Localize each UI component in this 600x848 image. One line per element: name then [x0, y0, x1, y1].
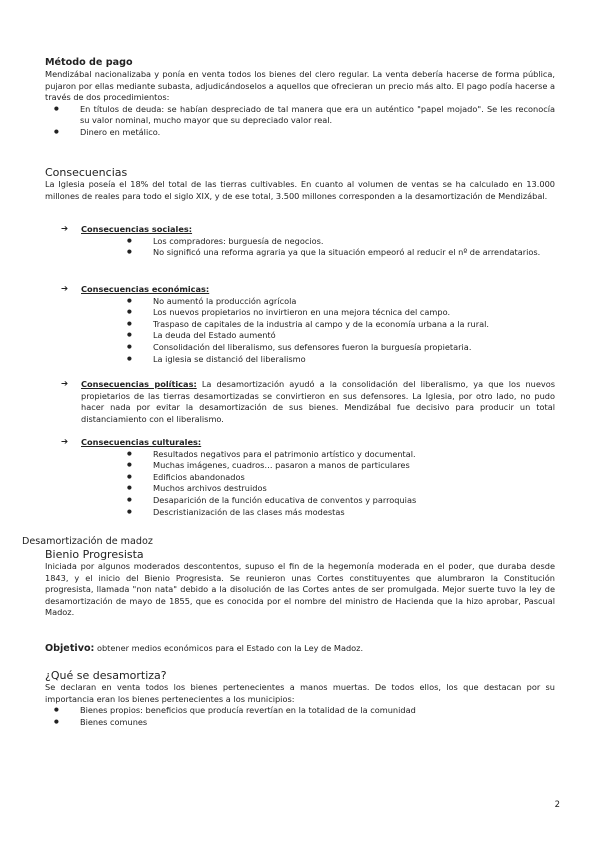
- list-item: ● Muchas imágenes, cuadros… pasaron a manos de particulares: [153, 460, 555, 472]
- que-list: [45, 705, 555, 728]
- que-title: ¿Qué se desamortiza?: [45, 669, 167, 682]
- list-item: ● Traspaso de capitales de la industria al campo y de la economía urbana a la rural.: [153, 319, 555, 331]
- metodo-paragraph: Mendizábal nacionalizaba y ponía en venta todos los bienes del clero regular. La venta debería hacerse de forma pública, pujaron por ellas mediante subasta, adjudicándoselos a aquellos que ofrecieran un precio más alto. El pago podía hacerse a través de dos procedimientos:: [45, 69, 555, 103]
- arrow-icon: ➔: [61, 379, 69, 389]
- bienio-section: [45, 548, 555, 619]
- metodo-list: [45, 104, 555, 139]
- list-item: ● No significó una reforma agraria ya que la situación empeoró al reducir el nº de arrendatarios.: [153, 247, 555, 259]
- list-item: ● Edificios abandonados: [153, 472, 555, 484]
- list-item: ● Desaparición de la función educativa de conventos y parroquias: [153, 495, 555, 507]
- list-item: ● Bienes comunes: [80, 717, 555, 729]
- culturales-block: [45, 437, 555, 518]
- politicas-text: La desamortización ayudó a la consolidación del liberalismo, ya que los nuevos propietarios de las tierras desamortizadas se convirtieron en sus defensores. La Iglesia, por otro lado, no pudo hacer nada por evitar la desamortización de sus bienes. Mendizábal fue decisivo para producir un total distanciamiento con el liberalismo.: [81, 379, 555, 424]
- economicas-list: [45, 296, 555, 366]
- arrow-icon: ➔: [61, 437, 69, 447]
- que-paragraph: Se declaran en venta todos los bienes pertenecientes a manos muertas. De todos ellos, los que destacan por su importancia eran los bienes pertenecientes a los municipios:: [45, 682, 555, 704]
- metodo-title: Método de pago: [45, 57, 133, 68]
- list-item: ● Consolidación del liberalismo, sus defensores fueron la burguesía propietaria.: [153, 342, 555, 354]
- sociales-block: [45, 224, 555, 259]
- list-item: ● Los compradores: burguesía de negocios.: [153, 236, 555, 248]
- list-item: ● Muchos archivos destruidos: [153, 483, 555, 495]
- list-item: ● Los nuevos propietarios no invirtieron en una mejora técnica del campo.: [153, 307, 555, 319]
- page-number: 2: [554, 800, 560, 810]
- list-item: ● Dinero en metálico.: [80, 127, 555, 139]
- list-item: ● En títulos de deuda: se habían despreciado de tal manera que era un auténtico "papel mojado". Se les reconocía su valor nominal, mucho mayor que su depreciado valor real.: [80, 104, 555, 127]
- politicas-label: Consecuencias políticas:: [81, 379, 197, 389]
- objetivo-label: Objetivo:: [45, 643, 95, 654]
- bienio-paragraph: Iniciada por algunos moderados descontentos, supuso el fin de la hegemonía moderada en el poder, que duraba desde 1843, y el inicio del Bienio Progresista. Se reunieron unas Cortes constituyentes que alumbraron la Constitución progresista, llamada "non nata" debido a la disolución de las Cortes antes de ser promulgada. Mejor suerte tuvo la ley de desamortización de mayo de 1855, que es conocida por el nombre del ministro de Hacienda que la hizo aprobar, Pascual Madoz.: [45, 561, 555, 618]
- arrow-icon: ➔: [61, 224, 69, 234]
- que-section: [45, 669, 555, 728]
- list-item: ● La iglesia se distanció del liberalismo: [153, 354, 555, 366]
- culturales-list: [45, 449, 555, 519]
- economicas-block: [45, 284, 555, 365]
- consecuencias-section: [45, 166, 555, 202]
- objetivo-section: [45, 643, 555, 655]
- list-item: ● No aumentó la producción agrícola: [153, 296, 555, 308]
- consecuencias-paragraph: La Iglesia poseía el 18% del total de las tierras cultivables. En cuanto al volumen de ventas se ha calculado en 13.000 millones de reales para todo el siglo XIX, y de ese total, 3.500 millones corresponden a la desamortización de Mendizábal.: [45, 179, 555, 201]
- culturales-label: Consecuencias culturales:: [81, 437, 202, 447]
- list-item: ● Resultados negativos para el patrimonio artístico y documental.: [153, 449, 555, 461]
- sociales-label: Consecuencias sociales:: [81, 224, 193, 234]
- list-item: ● Bienes propios: beneficios que producía revertían en la totalidad de la comunidad: [80, 705, 555, 717]
- madoz-title: Desamortización de madoz: [22, 536, 153, 547]
- objetivo-text: obtener medios económicos para el Estado con la Ley de Madoz.: [94, 643, 364, 653]
- sociales-list: [45, 236, 555, 259]
- list-item: ● La deuda del Estado aumentó: [153, 330, 555, 342]
- politicas-block: [45, 379, 555, 425]
- consecuencias-title: Consecuencias: [45, 166, 128, 179]
- madoz-title-block: [22, 536, 555, 548]
- economicas-label: Consecuencias económicas:: [81, 284, 210, 294]
- bienio-title: Bienio Progresista: [45, 548, 144, 561]
- metodo-section: [45, 57, 555, 139]
- list-item: ● Descristianización de las clases más modestas: [153, 507, 555, 519]
- arrow-icon: ➔: [61, 284, 69, 294]
